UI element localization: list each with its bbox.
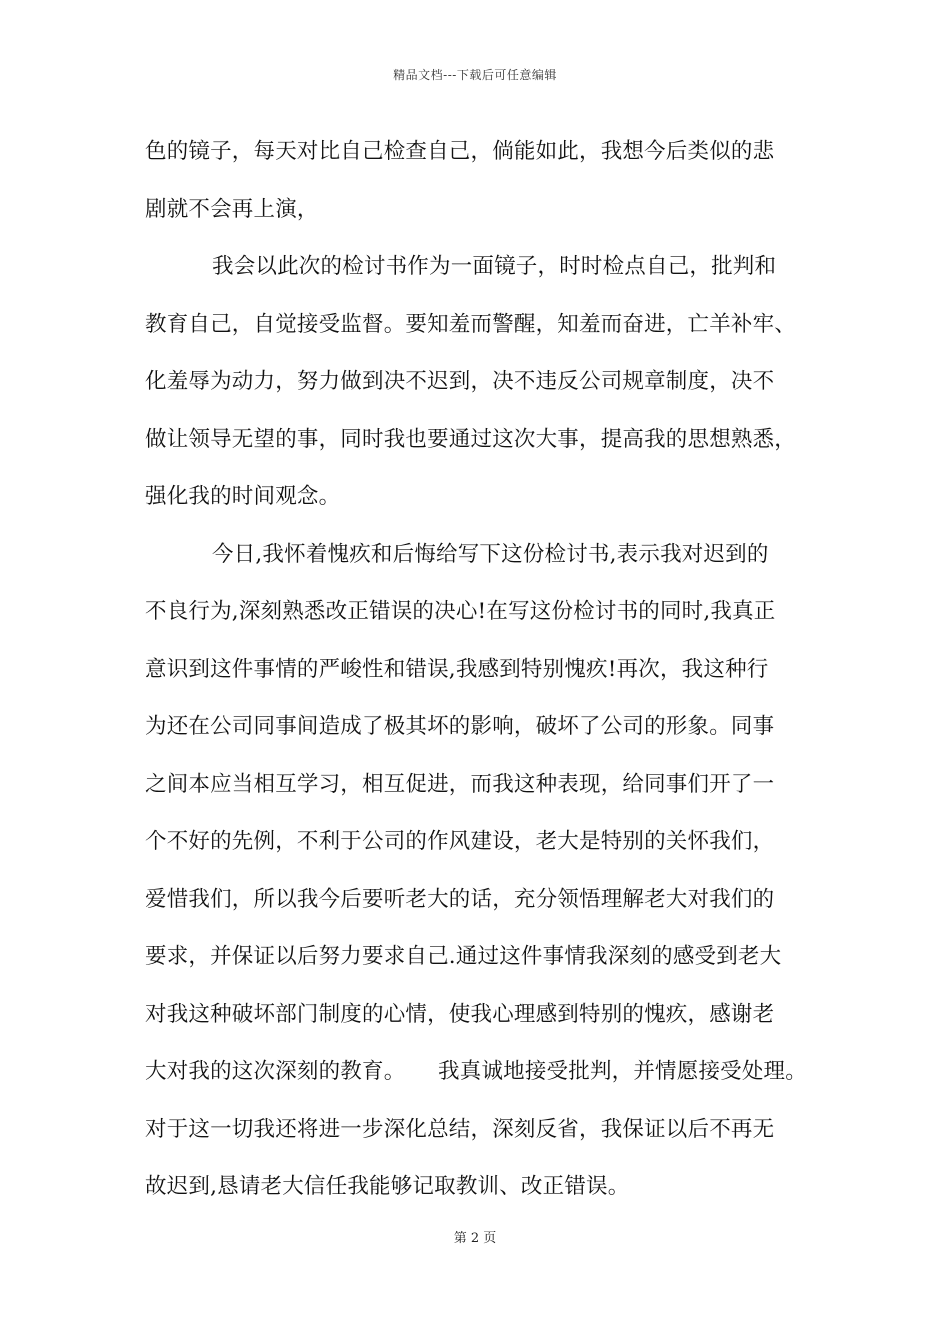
text-line: 对我这种破坏部门制度的心情，使我心理感到特别的愧疚，感谢老 [145,1001,775,1027]
text-line: 大对我的这次深刻的教育。 我真诚地接受批判，并情愿接受处理。 [145,1059,807,1084]
text-line-paragraph-start: 今日,我怀着愧疚和后悔给写下这份检讨书,表示我对迟到的 [212,541,769,567]
text-line: 剧就不会再上演， [145,196,319,222]
text-line: 做让领导无望的事，同时我也要通过这次大事，提高我的思想熟悉， [145,426,797,452]
page-header: 精品文档---下载后可任意编辑 [393,68,557,82]
text-line: 为还在公司同事间造成了极其坏的影响，破坏了公司的形象。同事 [145,714,775,739]
page-number: 第 2 页 [453,1231,497,1246]
text-line: 故迟到,恳请老大信任我能够记取教训、改正错误。 [145,1174,630,1199]
text-line: 之间本应当相互学习，相互促进，而我这种表现，给同事们开了一 [145,771,775,797]
text-line: 不良行为,深刻熟悉改正错误的决心!在写这份检讨书的同时,我真正 [145,599,776,624]
text-line: 个不好的先例，不利于公司的作风建设，老大是特别的关怀我们， [145,829,775,854]
text-line: 意识到这件事情的严峻性和错误,我感到特别愧疚!再次，我这种行 [145,656,769,682]
text-line: 色的镜子，每天对比自己检查自己，倘能如此，我想今后类似的悲 [145,139,775,164]
text-line: 要求，并保证以后努力要求自己.通过这件事情我深刻的感受到老大 [145,944,782,969]
text-line: 化羞辱为动力，努力做到决不迟到，决不违反公司规章制度，决不 [145,369,775,394]
text-line: 教育自己，自觉接受监督。要知羞而警醒，知羞而奋进，亡羊补牢、 [145,311,797,337]
text-line: 强化我的时间观念。 [145,484,341,509]
text-line: 爱惜我们，所以我今后要听老大的话，充分领悟理解老大对我们的 [145,886,775,912]
text-line-paragraph-start: 我会以此次的检讨书作为一面镜子，时时检点自己，批判和 [212,254,777,279]
text-line: 对于这一切我还将进一步深化总结，深刻反省，我保证以后不再无 [145,1116,775,1142]
document-body [145,132,817,1225]
